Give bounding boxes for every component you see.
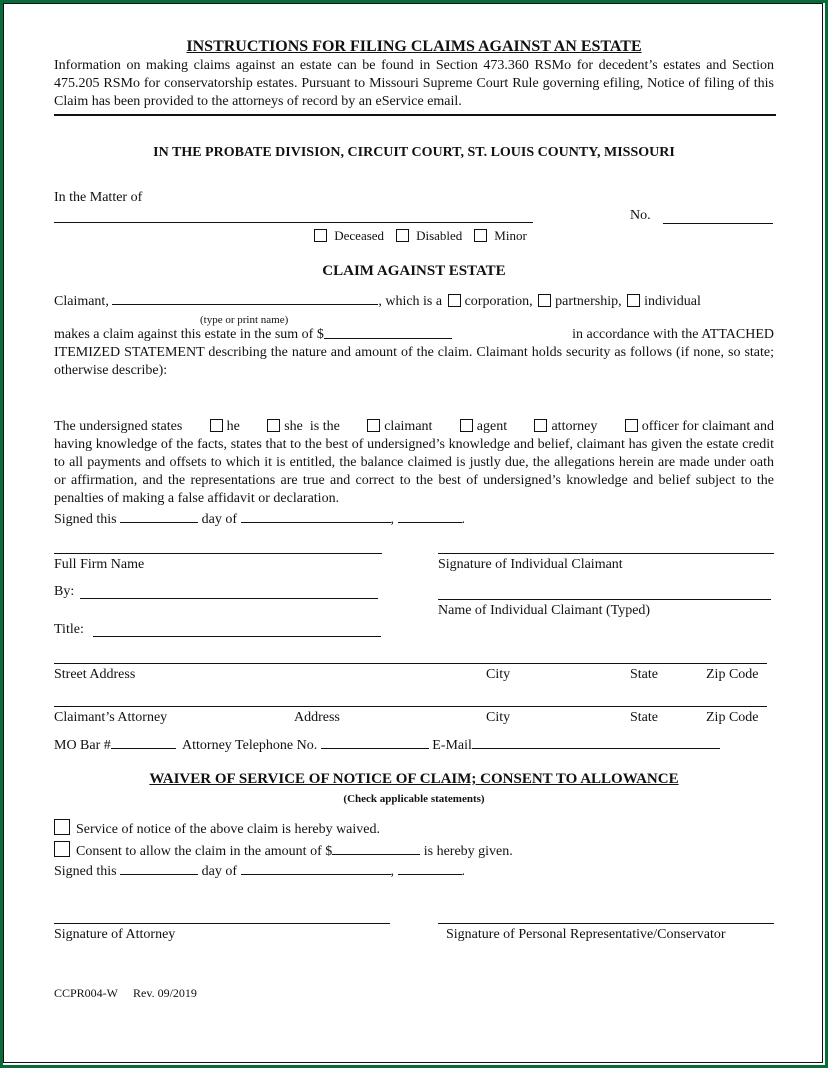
- waive-service-checkbox[interactable]: [54, 819, 70, 835]
- claim-text: ITEMIZED STATEMENT describing the nature and amount of the claim. Claimant holds security as follows (if none, so state; otherwise describe):: [54, 345, 774, 378]
- attorney-label: attorney: [551, 419, 598, 434]
- email-field[interactable]: [472, 736, 720, 749]
- state-label: State: [630, 667, 658, 682]
- case-no-field[interactable]: [663, 223, 773, 224]
- waiver-day-field[interactable]: [120, 862, 198, 875]
- individual-signature-field[interactable]: [438, 553, 774, 554]
- disabled-label: Disabled: [416, 228, 463, 243]
- partnership-label: partnership,: [555, 294, 622, 309]
- individual-name-field[interactable]: [438, 599, 771, 600]
- signed-year-field[interactable]: [398, 510, 462, 523]
- which-is-a-label: , which is a: [378, 294, 443, 309]
- matter-name-field[interactable]: [54, 222, 533, 223]
- rep-signature-label: Signature of Personal Representative/Conservator: [446, 927, 726, 942]
- case-no-label: No.: [630, 208, 651, 223]
- waiver-day-of-label: day of: [201, 864, 238, 879]
- full-firm-name-label: Full Firm Name: [54, 557, 145, 572]
- disabled-checkbox[interactable]: [396, 229, 409, 242]
- form-number: CCPR004-W: [54, 986, 119, 1000]
- affidavit-prefix: The undersigned states: [54, 419, 183, 434]
- by-field[interactable]: [80, 598, 378, 599]
- waiver-month-field[interactable]: [241, 862, 391, 875]
- attorney-signature-field[interactable]: [54, 923, 390, 924]
- waiver-item-2: [54, 841, 513, 861]
- matter-label: In the Matter of: [54, 190, 143, 205]
- waiver-item-1: [54, 819, 380, 839]
- claimant-line: [54, 292, 701, 311]
- partnership-checkbox[interactable]: [538, 294, 551, 307]
- minor-checkbox[interactable]: [474, 229, 487, 242]
- title-field[interactable]: [93, 636, 381, 637]
- attorney-zip-label: Zip Code: [706, 710, 759, 725]
- waiver-signed-line: Signed this day of , .: [54, 864, 466, 879]
- signed-line: Signed this day of , .: [54, 512, 466, 527]
- affidavit-text: having knowledge of the facts, states that to the best of undersigned’s knowledge and belief, claimant has given the estate credit to all payments and offsets to which it is entitled, the balance claimed is justly due, the allegations herein are made under oath or affirmation, and the representations are true and correct to the best of undersigned’s knowledge and belief subject to the penalties of making a false affidavit or declaration.: [54, 437, 774, 506]
- instructions-title: INSTRUCTIONS FOR FILING CLAIMS AGAINST AN ESTATE: [186, 38, 642, 55]
- title-label: Title:: [54, 622, 84, 637]
- minor-label: Minor: [494, 228, 527, 243]
- attorney-signature-label: Signature of Attorney: [54, 927, 176, 942]
- attorney-city-label: City: [486, 710, 511, 725]
- officer-checkbox[interactable]: [625, 419, 638, 432]
- affidavit-role-line: [54, 418, 774, 436]
- name-hint: (type or print name): [200, 314, 289, 326]
- claimant-role-label: claimant: [384, 419, 433, 434]
- consent-suffix: is hereby given.: [423, 844, 513, 859]
- attorney-state-label: State: [630, 710, 658, 725]
- signed-this-label: Signed this: [54, 512, 117, 527]
- individual-signature-label: Signature of Individual Claimant: [438, 557, 623, 572]
- divider: [54, 114, 776, 116]
- deceased-label: Deceased: [334, 228, 385, 243]
- individual-name-label: Name of Individual Claimant (Typed): [438, 603, 651, 618]
- instructions-text: Information on making claims against an estate can be found in Section 473.360 RSMo for decedent’s estates and Section 475.205 RSMo for conservatorship estates. Pursuant to Missouri Supreme Court Rule governing efiling, Notice of filing of this Claim has been provided to the attorneys of record by an eService email.: [54, 58, 774, 109]
- officer-label: officer for claimant and: [641, 419, 774, 434]
- waiver-title: WAIVER OF SERVICE OF NOTICE OF CLAIM; CONSENT TO ALLOWANCE: [149, 771, 679, 787]
- consent-checkbox[interactable]: [54, 841, 70, 857]
- by-label: By:: [54, 584, 75, 599]
- mo-bar-label: MO Bar #: [54, 738, 111, 753]
- claim-sum-line: [54, 326, 774, 344]
- revision-date: Rev. 09/2019: [133, 986, 197, 1000]
- attorney-address-field[interactable]: [54, 706, 767, 707]
- signed-month-field[interactable]: [241, 510, 391, 523]
- claimants-attorney-label: Claimant’s Attorney: [54, 710, 168, 725]
- sum-prefix: makes a claim against this estate in the sum of $: [54, 327, 324, 342]
- address-label: Address: [294, 710, 340, 725]
- zip-label: Zip Code: [706, 667, 759, 682]
- claimant-checkbox[interactable]: [367, 419, 380, 432]
- mo-bar-field[interactable]: [111, 736, 176, 749]
- matter-status-options: [312, 227, 527, 245]
- waiver-year-field[interactable]: [398, 862, 462, 875]
- deceased-checkbox[interactable]: [314, 229, 327, 242]
- is-the-label: is the: [309, 419, 340, 434]
- attorney-checkbox[interactable]: [534, 419, 547, 432]
- street-address-label: Street Address: [54, 667, 136, 682]
- agent-checkbox[interactable]: [460, 419, 473, 432]
- corporation-checkbox[interactable]: [448, 294, 461, 307]
- sum-suffix: in accordance with the ATTACHED: [572, 327, 774, 342]
- rep-signature-field[interactable]: [438, 923, 774, 924]
- firm-name-field[interactable]: [54, 553, 382, 554]
- attorney-phone-label: Attorney Telephone No.: [182, 738, 318, 753]
- court-heading: IN THE PROBATE DIVISION, CIRCUIT COURT, ST. LOUIS COUNTY, MISSOURI: [153, 145, 675, 160]
- city-label: City: [486, 667, 511, 682]
- claimant-label: Claimant,: [54, 294, 109, 309]
- page-frame-inner: [3, 3, 823, 1063]
- form-footer: [54, 984, 197, 1002]
- consent-amount-field[interactable]: [332, 842, 420, 855]
- claimant-address-field[interactable]: [54, 663, 767, 664]
- waiver-signed-this-label: Signed this: [54, 864, 117, 879]
- claimant-name-field[interactable]: [112, 292, 378, 305]
- individual-checkbox[interactable]: [627, 294, 640, 307]
- attorney-phone-field[interactable]: [321, 736, 429, 749]
- email-label: E-Mail: [432, 738, 472, 753]
- signed-day-field[interactable]: [120, 510, 198, 523]
- day-of-label: day of: [201, 512, 238, 527]
- consent-prefix: Consent to allow the claim in the amount of $: [76, 844, 333, 859]
- attorney-contact-line: [54, 736, 720, 755]
- she-label: she: [284, 419, 303, 434]
- agent-label: agent: [476, 419, 508, 434]
- corporation-label: corporation,: [464, 294, 533, 309]
- waive-service-label: Service of notice of the above claim is hereby waived.: [76, 822, 380, 837]
- individual-label: individual: [644, 294, 701, 309]
- claim-amount-field[interactable]: [324, 326, 452, 339]
- he-checkbox[interactable]: [210, 419, 223, 432]
- waiver-subtitle: (Check applicable statements): [343, 793, 485, 805]
- claim-title: CLAIM AGAINST ESTATE: [322, 263, 506, 279]
- he-label: he: [226, 419, 240, 434]
- she-checkbox[interactable]: [267, 419, 280, 432]
